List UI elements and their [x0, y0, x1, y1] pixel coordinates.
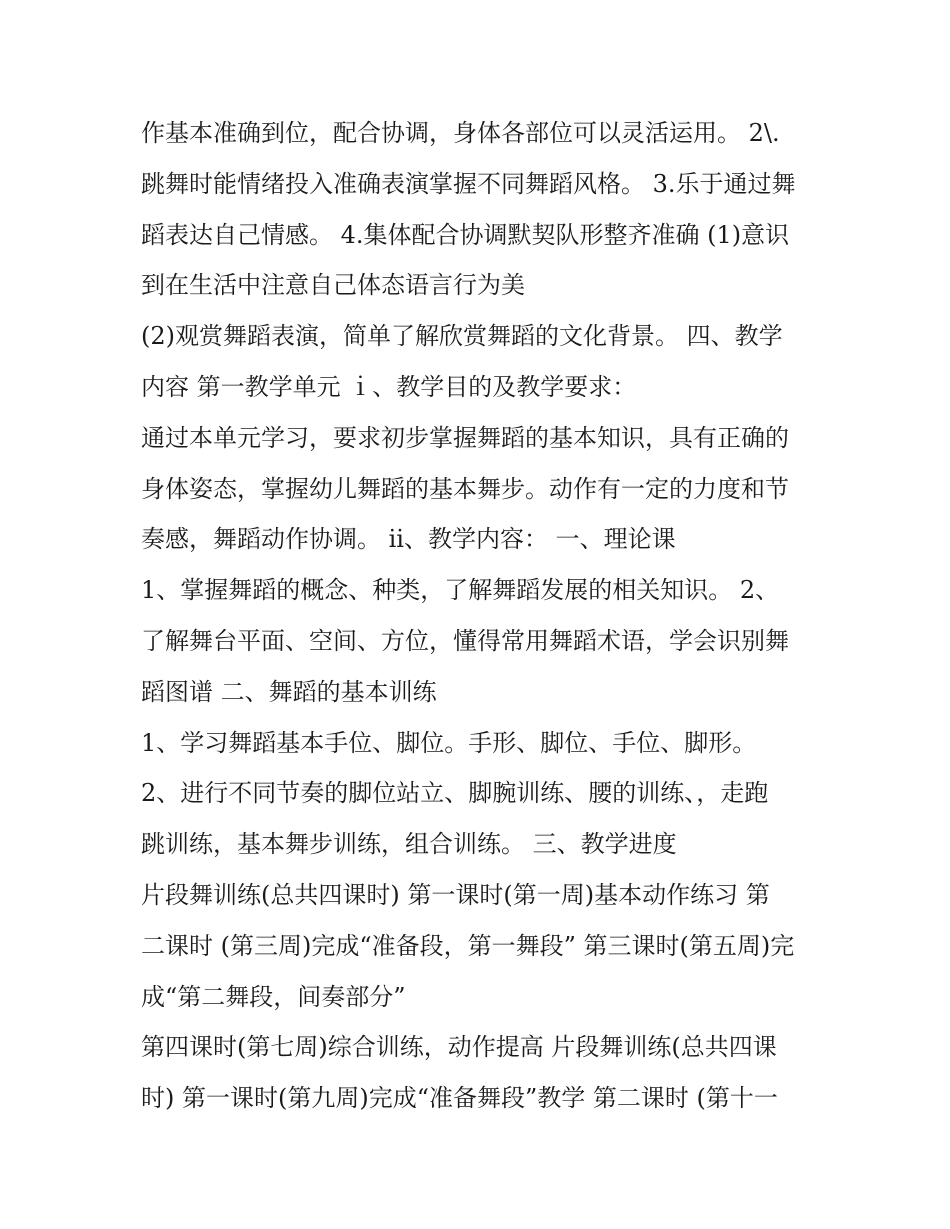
text-line: 1、掌握舞蹈的概念、种类，了解舞蹈发展的相关知识。 2、	[141, 576, 780, 605]
document-body	[141, 108, 821, 1124]
text-line: 2、进行不同节奏的脚位站立、脚腕训练、腰的训练、，走跑	[141, 779, 769, 808]
text-line: 蹈表达自己情感。 4.集体配合协调默契队形整齐准确 (1)意识	[141, 220, 790, 249]
text-line: 跳训练，基本舞步训练，组合训练。 三、教学进度	[141, 830, 677, 859]
text-line: 身体姿态，掌握幼儿舞蹈的基本舞步。动作有一定的力度和节	[141, 474, 789, 503]
text-line: 了解舞台平面、空间、方位，懂得常用舞蹈术语，学会识别舞	[141, 626, 789, 655]
text-line: 通过本单元学习，要求初步掌握舞蹈的基本知识，具有正确的	[141, 423, 789, 452]
text-line: 奏感，舞蹈动作协调。 ⅱ、教学内容： 一、理论课	[141, 525, 676, 554]
text-line: 蹈图谱 二、舞蹈的基本训练	[141, 677, 437, 706]
text-line: 成“第二舞段，间奏部分”	[141, 982, 406, 1011]
text-line: 跳舞时能情绪投入准确表演掌握不同舞蹈风格。 3.乐于通过舞	[141, 169, 796, 198]
text-line: (2)观赏舞蹈表演，简单了解欣赏舞蹈的文化背景。 四、教学	[141, 322, 783, 351]
text-line: 第四课时(第七周)综合训练，动作提高 片段舞训练(总共四课	[141, 1033, 777, 1062]
text-line: 作基本准确到位，配合协调，身体各部位可以灵活运用。 2\.	[141, 119, 780, 147]
text-line: 时) 第一课时(第九周)完成“准备舞段”教学 第二课时 (第十一	[141, 1084, 778, 1113]
text-line: 内容 第一教学单元 ｉ、教学目的及教学要求：	[141, 372, 637, 401]
text-line: 二课时 (第三周)完成“准备段，第一舞段” 第三课时(第五周)完	[141, 931, 795, 960]
text-line: 1、学习舞蹈基本手位、脚位。手形、脚位、手位、脚形。	[141, 728, 757, 757]
text-line: 到在生活中注意自己体态语言行为美	[141, 271, 525, 300]
text-line: 片段舞训练(总共四课时) 第一课时(第一周)基本动作练习 第	[141, 880, 770, 909]
